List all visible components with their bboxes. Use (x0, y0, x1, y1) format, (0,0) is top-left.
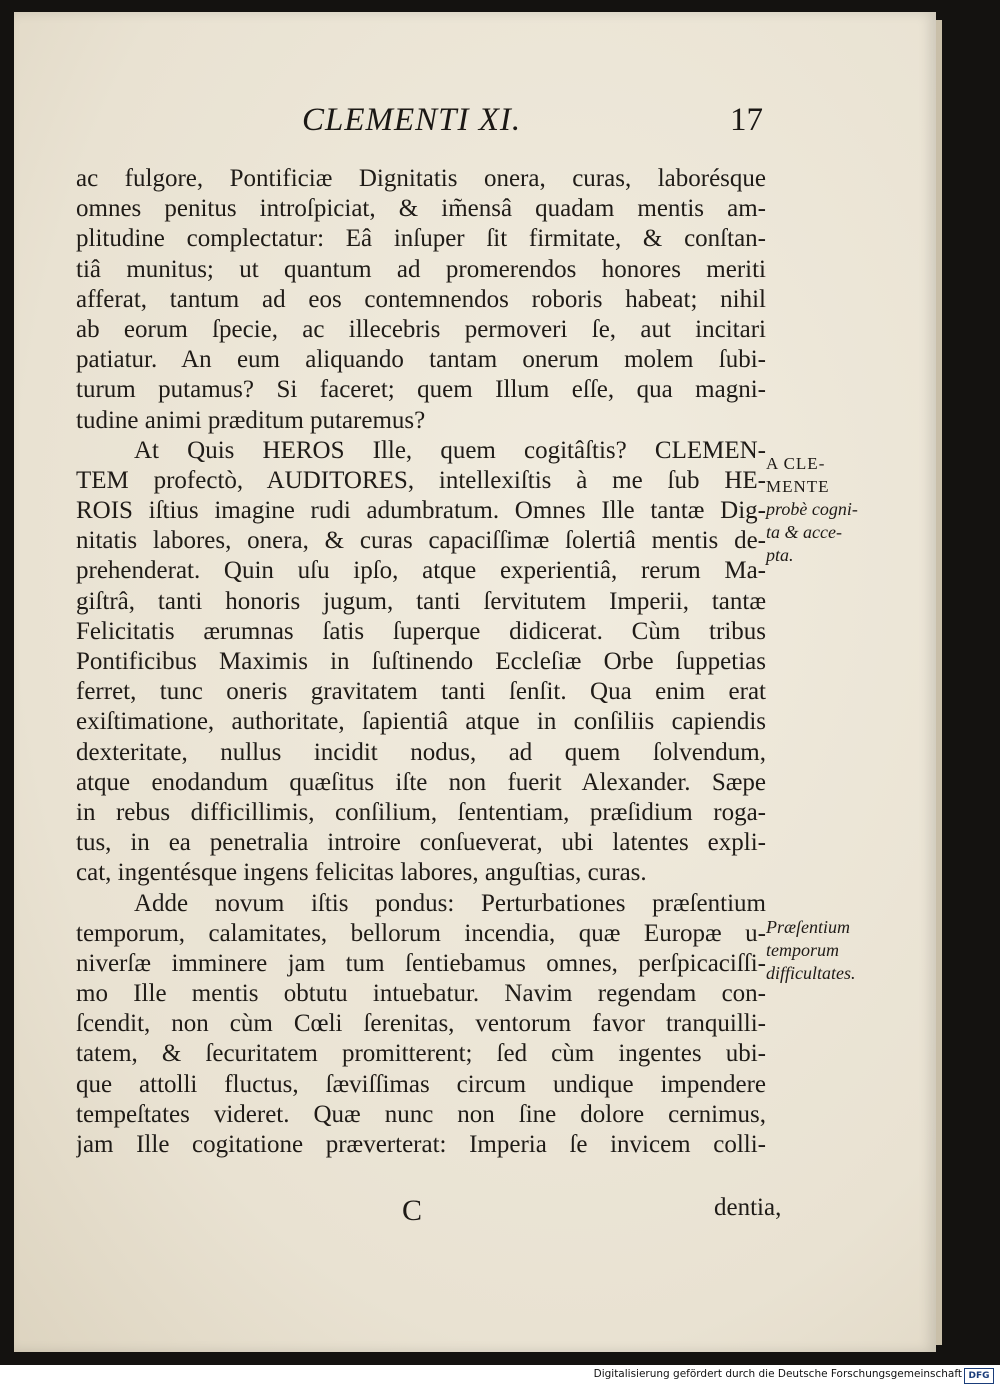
marginal-line: difficultates. (766, 963, 856, 983)
marginal-line: MENTE (766, 477, 830, 496)
text-line: tiâ munitus; ut quantum ad promerendos honores meriti (76, 255, 766, 283)
body-text (76, 164, 766, 1160)
text-line: omnes penitus introſpiciat, & im̃ensâ quadam mentis am- (76, 195, 766, 223)
text-line: exiſtimatione, authoritate, ſapientiâ atque in conſiliis capiendis (76, 708, 766, 736)
marginal-line: pta. (766, 545, 794, 565)
text-line: dexteritate, nullus incidit nodus, ad quem ſolvendum, (76, 738, 766, 766)
text-line: tus, in ea penetralia introire conſueverat, ubi latentes expli- (76, 829, 766, 857)
text-line: mo Ille mentis obtutu intuebatur. Navim regendam con- (76, 980, 766, 1008)
text-line: jam Ille cogitatione præverterat: Imperia ſe invicem colli- (76, 1131, 766, 1158)
paragraph-2 (76, 436, 766, 889)
text-line: atque enodandum quæſitus iſte non fuerit Alexander. Sæpe (76, 768, 766, 796)
text-line: nitatis labores, onera, & curas capaciſſimæ ſolertiâ mentis de- (76, 527, 766, 555)
funding-credit: Digitalisierung gefördert durch die Deutsche Forschungsgemeinschaft (593, 1368, 962, 1380)
text-line: Felicitatis ærumnas ſatis ſuperque didicerat. Cùm tribus (76, 617, 766, 645)
text-line: Pontificibus Maximis in ſuſtinendo Eccleſiæ Orbe ſuppetias (76, 648, 766, 675)
marginal-note-2 (766, 916, 856, 985)
digitization-footer (0, 1365, 1000, 1386)
text-line: prehenderat. Quin uſu ipſo, atque experientiâ, rerum Ma- (76, 557, 766, 585)
paragraph-3 (76, 889, 766, 1161)
page-header (62, 102, 782, 152)
marginal-note-1 (766, 452, 858, 567)
text-line: tempeſtates videret. Quæ nunc non ſine dolore cernimus, (76, 1100, 766, 1128)
paragraph-1 (76, 164, 766, 436)
text-line: ſcendit, non cùm Cœli ſerenitas, ventorum favor tranquilli- (76, 1010, 766, 1038)
text-line: patiatur. An eum aliquando tantam onerum molem ſubi- (76, 346, 766, 374)
marginal-line: probè cogni- (766, 499, 858, 519)
dfg-logo-icon: DFG (964, 1368, 994, 1384)
text-line: ROIS iſtius imagine rudi adumbratum. Omnes Ille tantæ Dig- (76, 497, 766, 525)
book-page (14, 12, 936, 1352)
text-line: turum putamus? Si faceret; quem Illum eſſe, qua magni- (76, 376, 766, 404)
catchword: dentia, (714, 1194, 782, 1221)
text-line: TEM profectò, AUDITORES, intellexiſtis à me ſub HE- (76, 466, 766, 494)
page-number: 17 (730, 102, 763, 138)
text-line: cat, ingentésque ingens felicitas labores, anguſtias, curas. (76, 859, 647, 887)
signature-mark: C (402, 1194, 423, 1227)
text-line: tatem, & ſecuritatem promitterent; ſed cùm ingentes ubi- (76, 1040, 766, 1068)
marginal-line: ta & acce- (766, 522, 842, 542)
text-line: que attolli fluctus, ſæviſſimas circum undique impendere (76, 1070, 766, 1098)
marginal-line: temporum (766, 940, 839, 960)
text-line: tudine animi præditum putaremus? (76, 406, 426, 434)
page-edge (936, 20, 942, 1345)
text-line: temporum, calamitates, bellorum incendia, quæ Europæ u- (76, 919, 766, 947)
marginal-line: A CLE- (766, 454, 826, 473)
text-line: ac fulgore, Pontificiæ Dignitatis onera, curas, laborésque (76, 165, 766, 192)
text-line: niverſæ imminere jam tum ſentiebamus omnes, perſpicaciſſi- (76, 949, 766, 977)
text-line: giſtrâ, tanti honoris jugum, tanti ſervitutem Imperii, tantæ (76, 587, 766, 615)
marginal-line: Præſentium (766, 917, 850, 937)
text-line: afferat, tantum ad eos contemnendos roboris habeat; nihil (76, 285, 766, 313)
text-line: plitudine complectatur: Eâ inſuper ſit firmitate, & conſtan- (76, 225, 766, 253)
text-line: At Quis HEROS Ille, quem cogitâſtis? CLEMEN- (134, 436, 766, 464)
text-line: Adde novum iſtis pondus: Perturbationes præſentium (134, 889, 766, 917)
running-title: CLEMENTI XI. (302, 102, 522, 138)
text-line: ab eorum ſpecie, ac illecebris permoveri ſe, aut incitari (76, 315, 766, 343)
text-line: in rebus difficillimis, conſilium, ſententiam, præſidium roga- (76, 798, 766, 826)
text-line: ferret, tunc oneris gravitatem tanti ſenſit. Qua enim erat (76, 678, 766, 706)
